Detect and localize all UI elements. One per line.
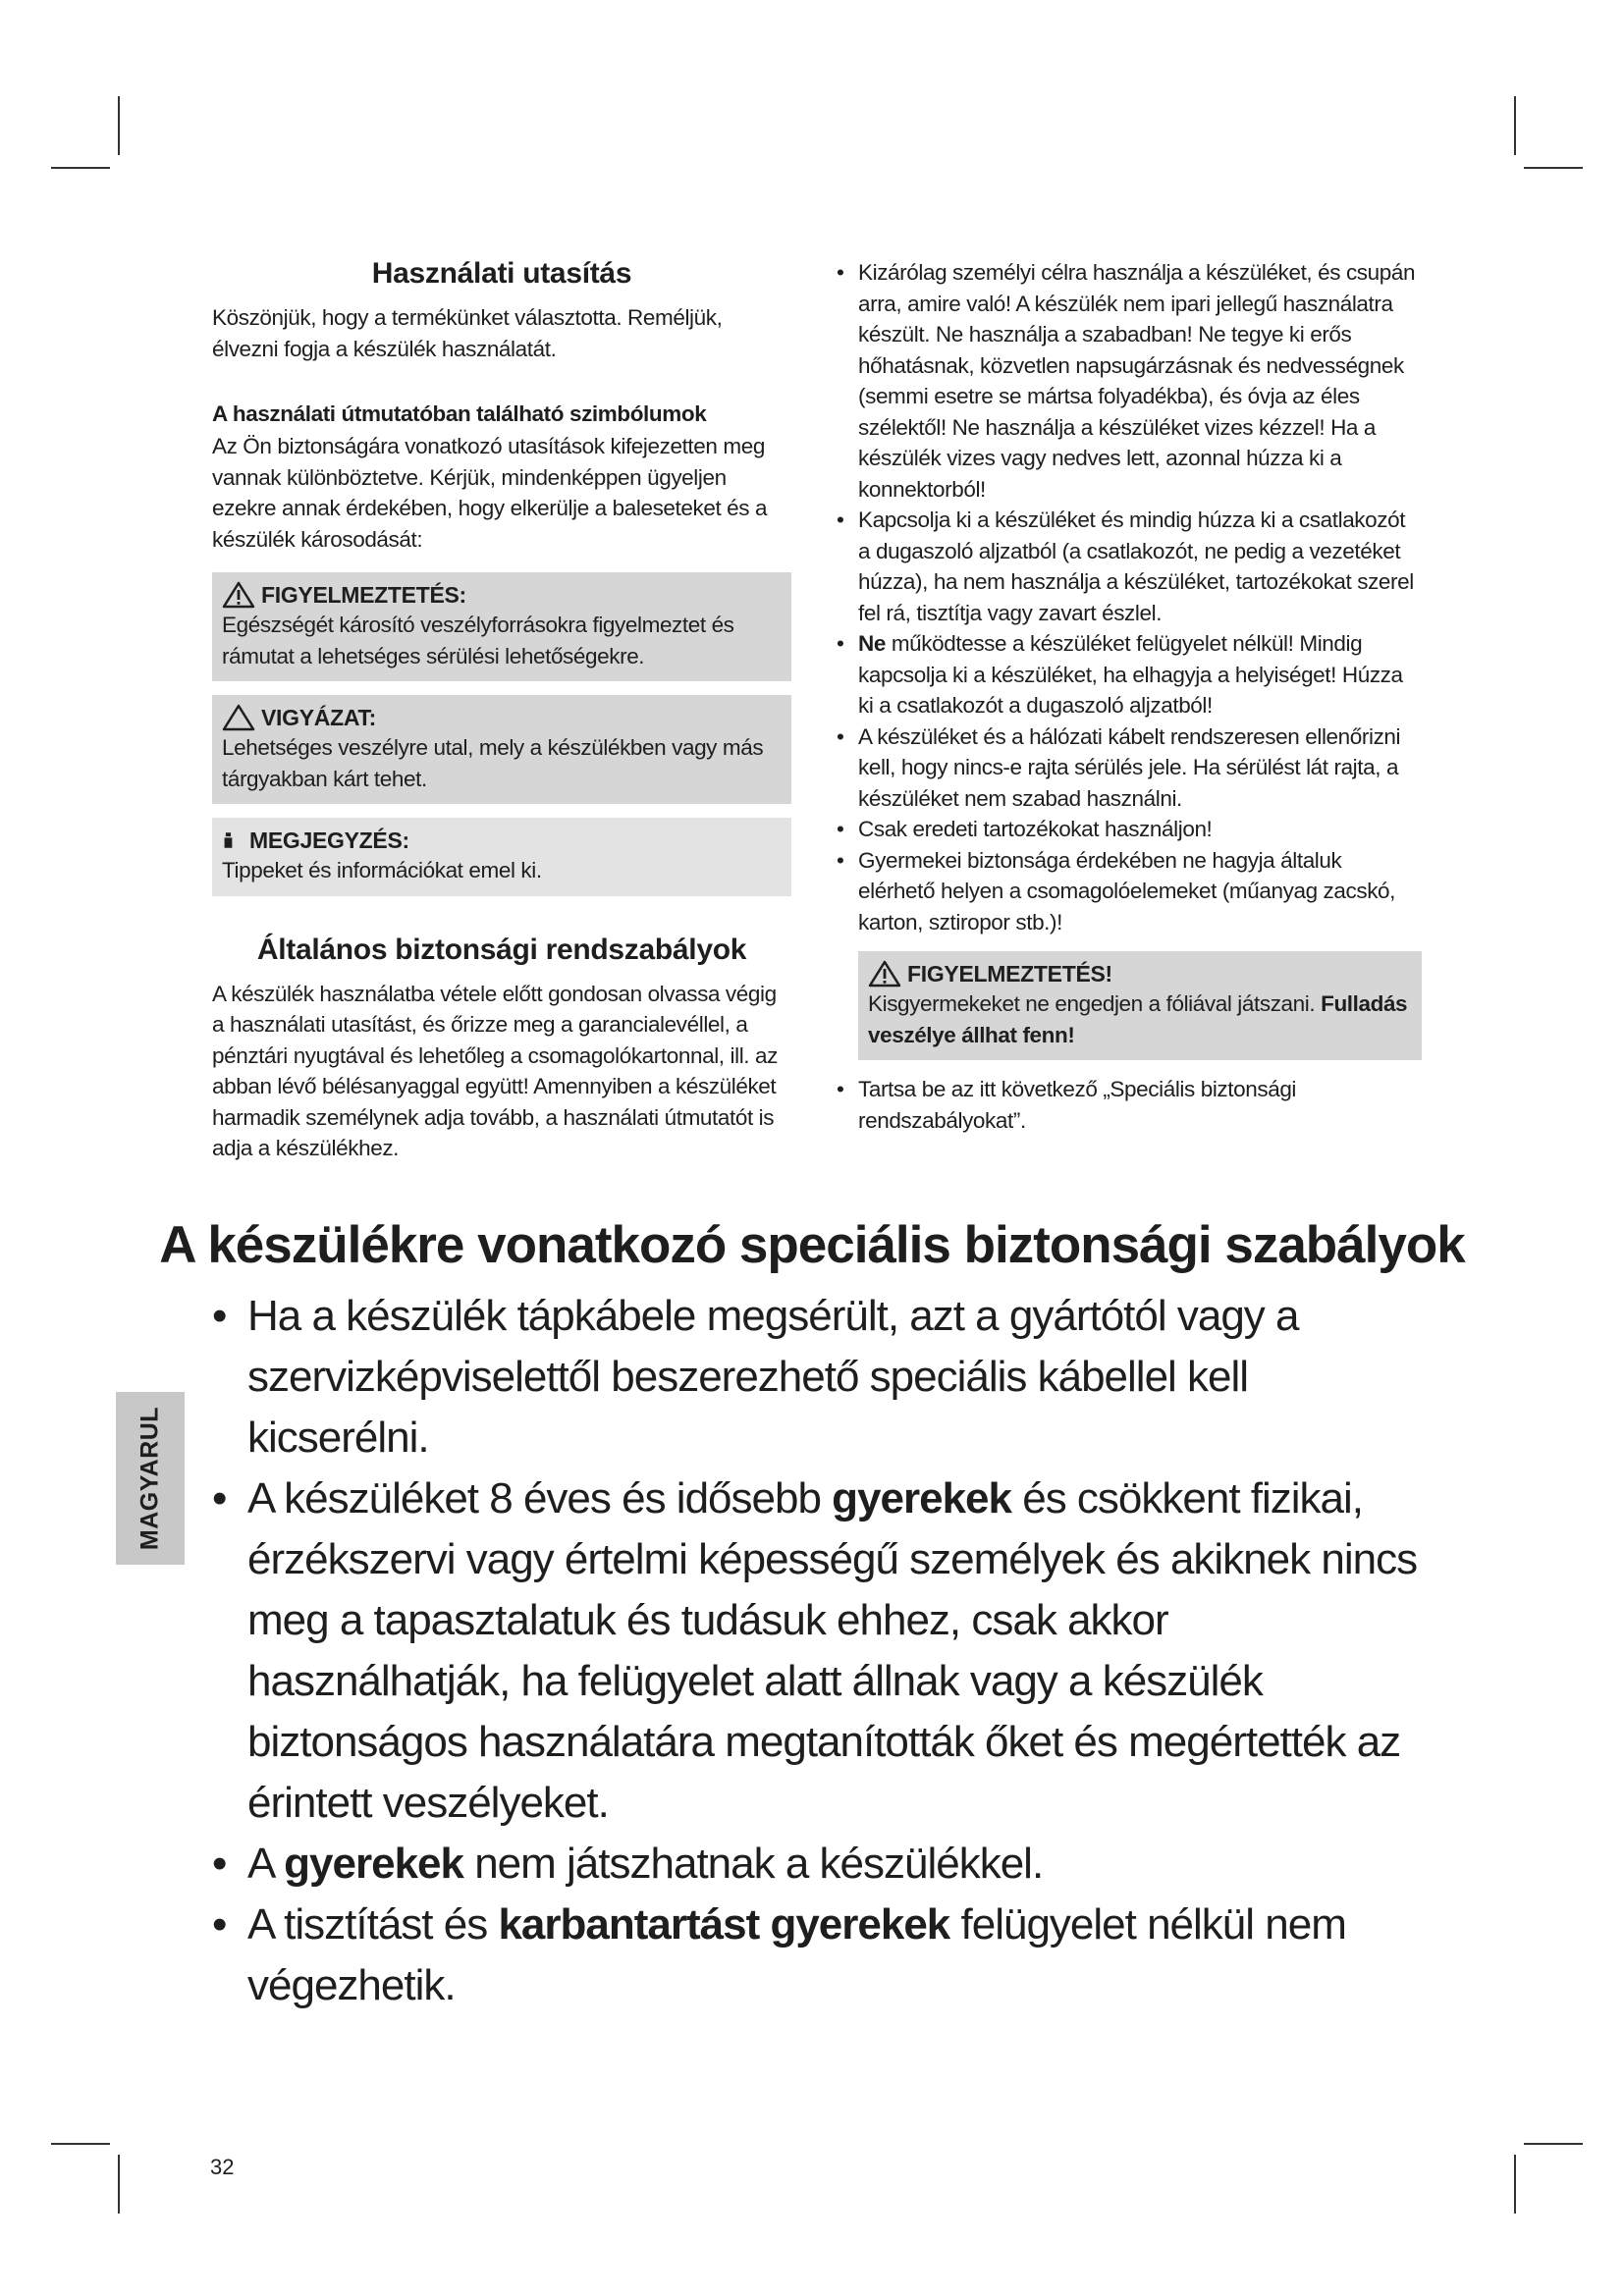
crop-mark: [1524, 167, 1583, 169]
info-icon: [222, 827, 244, 854]
caution-box: [212, 695, 791, 804]
emphasis: karbantartást gyerekek: [498, 1900, 950, 1949]
warning-triangle-icon: [222, 581, 255, 609]
emphasis: gyerekek: [284, 1840, 463, 1888]
warning-box: [212, 572, 791, 681]
crop-mark: [118, 2155, 120, 2214]
special-rules-list: [208, 1286, 1435, 2016]
general-text: A készülék használatba vétele előtt gondosan olvassa végig a használati utasítást, és őrizze meg a garancialevéllel, a pénztári nyugtával és lehetőleg a csomagolókartonnal, ill. az abban lévő bélésanyaggal együtt! Amennyiben a készüléket harmadik személynek adja tovább, a használati útmutatót is adja a készülékhez.: [212, 981, 778, 1160]
list-item-text: és csökkent fizikai, érzékszervi vagy értelmi képességű személyek és akiknek nincs meg a tapasztalatuk és tudásuk ehhez, csak akkor használhatják, ha felügyelet alatt állnak vagy a készülék biztonságos használatára megtanították őket és megértették az érintett veszélyeket.: [247, 1474, 1418, 1827]
emphasis: Ne: [858, 631, 886, 656]
list-item: [833, 628, 1422, 721]
intro-thanks: Köszönjük, hogy a termékünket választotta. Reméljük, élvezni fogja a készülék használatát.: [212, 305, 723, 361]
list-item: • A készüléket és a hálózati kábelt rendszeresen ellenőrizni kell, hogy nincs-e rajta sérülés jele. Ha sérülést lát rajta, a készüléket nem szabad használni.: [833, 721, 1422, 815]
list-item-text: A: [247, 1840, 285, 1888]
list-item: • Kizárólag személyi célra használja a készüléket, és csupán arra, amire való! A készülék nem ipari jellegű használatra készült. Ne használja a szabadban! Ne tegye ki erős hőhatásnak, közvetlen napsugárzásnak és nedvességnek (semmi esetre se mártsa folyadékba), és óvja az éles szélektől! Ne használja a készüléket vizes kézzel! Ha a készülék vizes vagy nedves lett, azonnal húzza ki a konnektorból!: [833, 257, 1422, 505]
safety-list: [833, 257, 1422, 937]
emphasis: gyerekek: [832, 1474, 1011, 1522]
note-heading: [222, 826, 782, 855]
crop-mark: [1514, 2155, 1516, 2214]
list-item-text: felügyelet nélkül nem végezhetik.: [247, 1900, 1346, 2009]
list-item: • Ha a készülék tápkábele megsérült, azt a gyártótól vagy a szervizképviselettől beszerezhető speciális kábellel kell kicserélni.: [208, 1286, 1435, 1468]
note-box: [212, 818, 791, 896]
child-warning-plain: Kisgyermekeket ne engedjen a fóliával játszani.: [868, 991, 1322, 1016]
crop-mark: [51, 2143, 110, 2145]
warning-label: FIGYELMEZTETÉS:: [261, 582, 466, 608]
symbols-text: Az Ön biztonságára vonatkozó utasítások kifejezetten meg vannak különböztetve. Kérjük, mindenképpen ügyeljen ezekre annak érdekében, hogy elkerülje a baleseteket és a készülék károsodását:: [212, 434, 768, 552]
list-item: [208, 1895, 1435, 2016]
list-item: • Csak eredeti tartozékokat használjon!: [833, 814, 1422, 845]
list-item-text: nem játszhatnak a készülékkel.: [462, 1840, 1044, 1888]
page-number: 32: [210, 2155, 235, 2179]
crop-mark: [1524, 2143, 1583, 2145]
crop-mark: [51, 167, 110, 169]
note-text: Tippeket és információkat emel ki.: [222, 858, 542, 882]
list-item: • Kapcsolja ki a készüléket és mindig húzza ki a csatlakozót a dugaszoló aljzatból (a csatlakozót, ne pedig a vezetéket húzza), ha nem használja a készüléket, tartozékokat szerel fel rá, tisztítja vagy zavart észlel.: [833, 505, 1422, 628]
list-item: • Gyermekei biztonsága érdekében ne hagyja általuk elérhető helyen a csomagolóelemeket (műanyag zacskó, karton, sztiropor stb.)!: [833, 845, 1422, 938]
special-rules-title: A készülékre vonatkozó speciális biztonsági szabályok: [159, 1216, 1465, 1274]
child-warning-label: FIGYELMEZTETÉS!: [907, 961, 1112, 987]
warning-triangle-icon: [868, 960, 901, 988]
caution-triangle-icon: [222, 704, 255, 731]
left-column: [212, 257, 791, 1164]
general-title: Általános biztonsági rendszabályok: [256, 933, 747, 966]
caution-label: VIGYÁZAT:: [261, 705, 376, 730]
caution-heading: [222, 703, 782, 732]
symbols-heading: A használati útmutatóban található szimbólumok: [212, 401, 707, 426]
right-column: [833, 257, 1422, 1136]
child-warning-heading: [868, 959, 1412, 988]
crop-mark: [118, 96, 120, 155]
child-warning-text: [868, 988, 1412, 1050]
list-item: [208, 1468, 1435, 1834]
crop-mark: [1514, 96, 1516, 155]
list-item-text: működtesse a készüléket felügyelet nélkül! Mindig kapcsolja ki a készüléket, ha elhagyja a helyiséget! Húzza ki a csatlakozót a dugaszoló aljzatból!: [858, 631, 1403, 718]
caution-text: Lehetséges veszélyre utal, mely a készülékben vagy más tárgyakban kárt tehet.: [222, 735, 764, 791]
list-item: • Tartsa be az itt következő „Speciális biztonsági rendszabályokat”.: [833, 1074, 1422, 1136]
language-tab: [116, 1392, 185, 1565]
warning-heading: [222, 580, 782, 610]
list-item-text: A tisztítást és: [247, 1900, 499, 1949]
list-item-text: A készüléket 8 éves és idősebb: [247, 1474, 833, 1522]
list-item: [208, 1834, 1435, 1895]
child-warning-emphasis: Fulladás veszélye állhat fenn!: [868, 991, 1408, 1047]
intro-title: Használati utasítás: [371, 257, 632, 290]
language-label: MAGYARUL: [135, 1406, 164, 1551]
warning-text: Egészségét károsító veszélyforrásokra figyelmeztet és rámutat a lehetséges sérülési lehetőségekre.: [222, 613, 734, 668]
note-label: MEGJEGYZÉS:: [249, 828, 409, 853]
child-warning-box: [858, 951, 1422, 1060]
safety-list-end: [833, 1074, 1422, 1136]
